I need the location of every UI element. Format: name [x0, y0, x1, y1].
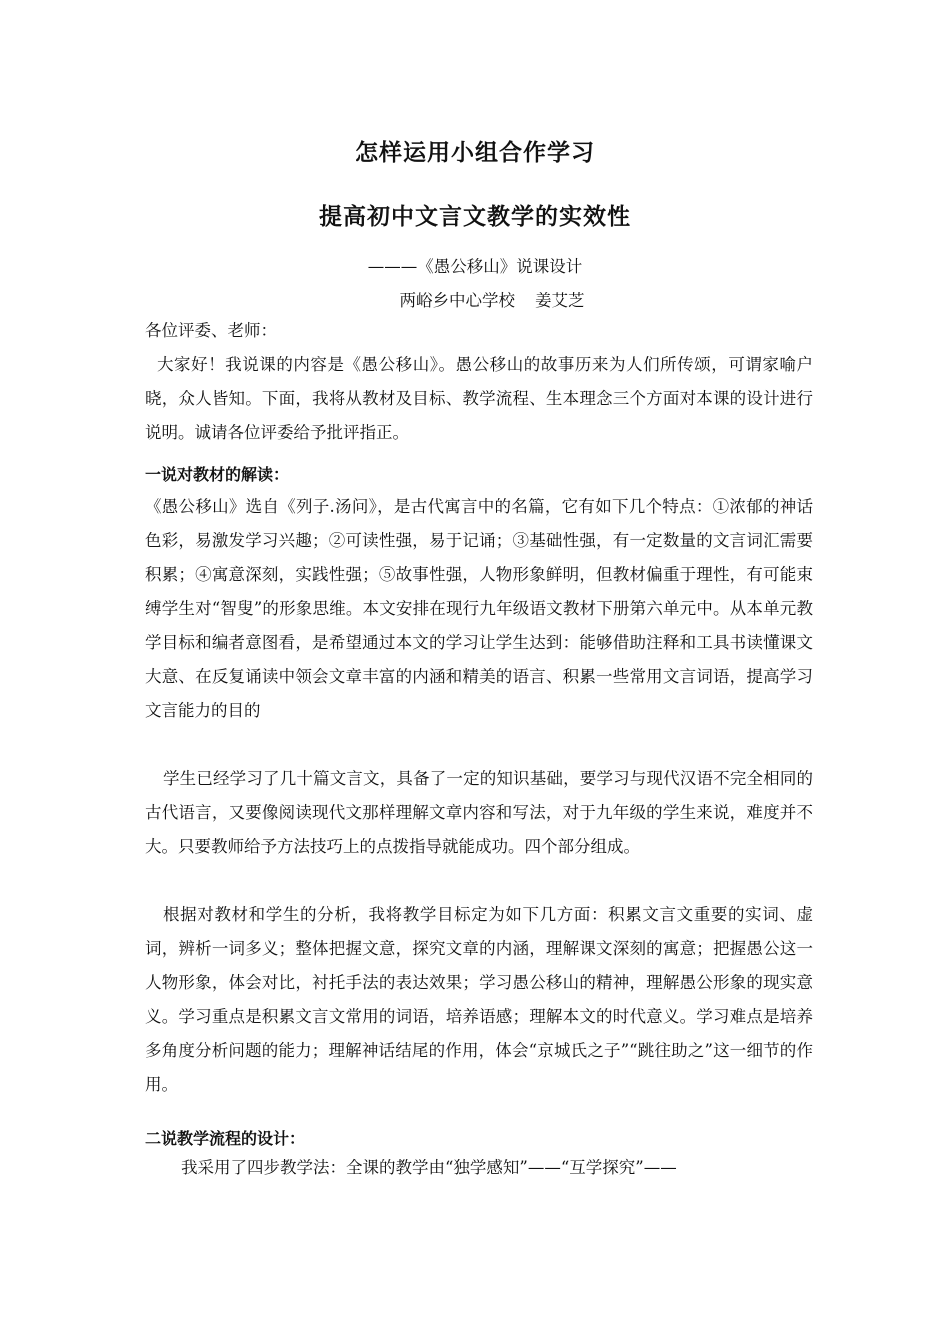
teaching-goals-paragraph: 根据对教材和学生的分析，我将教学目标定为如下几方面：积累文言文重要的实词、虚词，辨析一词多义；整体把握文意，探究文章的内涵，理解课文深刻的寓意；把握愚公这一人物形象，体会对比，衬托手法的表达效果；学习愚公移山的精神，理解愚公形象的现实意义。学习重点是积累文言文常用的词语，培养语感；理解本文的时代意义。学习难点是培养多角度分析问题的能力；理解神话结尾的作用，体会“京城氏之子”“跳往助之”这一细节的作用。 [145, 905, 813, 1094]
greeting: 各位评委、老师： [145, 321, 277, 340]
author-school: 两峪乡中心学校 [399, 291, 515, 310]
document-title-line-2: 提高初中文言文教学的实效性 [319, 204, 631, 230]
intro-paragraph: 大家好！我说课的内容是《愚公移山》。愚公移山的故事历来为人们所传颂，可谓家喻户晓，众人皆知。下面，我将从教材及目标、教学流程、生本理念三个方面对本课的设计进行说明。诚请各位评委给予批评指正。 [145, 355, 813, 442]
document-title-line-1: 怎样运用小组合作学习 [355, 140, 595, 166]
document-subtitle: ———《愚公移山》说课设计 [367, 257, 583, 276]
author-line [0, 287, 950, 311]
teaching-process-paragraph: 我采用了四步教学法：全课的教学由“独学感知”——“互学探究”—— [181, 1158, 677, 1177]
textbook-analysis-paragraph: 《愚公移山》选自《列子.汤问》，是古代寓言中的名篇，它有如下几个特点：①浓郁的神话色彩，易激发学习兴趣；②可读性强，易于记诵；③基础性强，有一定数量的文言词汇需要积累；④寓意深刻，实践性强；⑤故事性强，人物形象鲜明，但教材偏重于理性，有可能束缚学生对“智叟”的形象思维。本文安排在现行九年级语文教材下册第六单元中。从本单元教学目标和编者意图看，是希望通过本文的学习让学生达到：能够借助注释和工具书读懂课文大意、在反复诵读中领会文章丰富的内涵和精美的语言、积累一些常用文言词语，提高学习文言能力的目的 [145, 497, 813, 720]
author-name: 姜艾芝 [535, 291, 585, 310]
section-heading-process: 二说教学流程的设计： [145, 1129, 306, 1148]
student-analysis-paragraph: 学生已经学习了几十篇文言文，具备了一定的知识基础，要学习与现代汉语不完全相同的古代语言，又要像阅读现代文那样理解文章内容和写法，对于九年级的学生来说，难度并不大。只要教师给予方法技巧上的点拨指导就能成功。四个部分组成。 [145, 769, 813, 856]
section-heading-textbook: 一说对教材的解读： [145, 465, 290, 484]
